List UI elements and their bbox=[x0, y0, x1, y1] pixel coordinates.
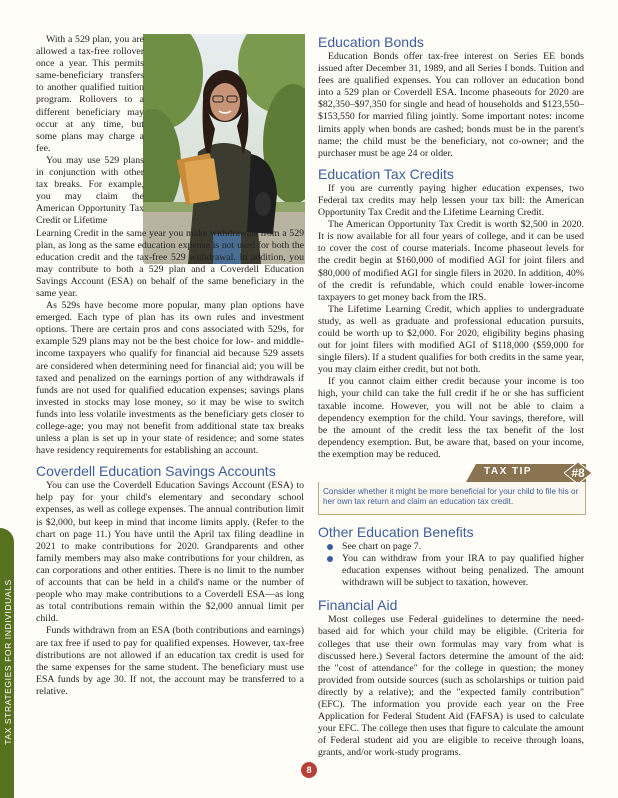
other-benefits-heading: Other Education Benefits bbox=[318, 524, 474, 540]
tax-credits-paragraph: The Lifetime Learning Credit, which applies to undergraduate study, as well as graduate and professional education pursuits, could be worth up to $2,000. For 2020, eligibility begins phasing out for joint filers with modified AGI of $118,000 ($59,000 for single filers). If a student qualifies for both credits in the same year, you may claim either credit, but not both. bbox=[318, 303, 584, 376]
coverdell-paragraph: Funds withdrawn from an ESA (both contributions and earnings) are tax free if used to pay for qualified expenses. However, tax-free distributions are not allowed if an education tax credit is used for the same expenses for the same student. The beneficiary must use ESA funds by age 30. If not, the account may be transferred to a relative. bbox=[36, 625, 304, 697]
intro-paragraph: Learning Credit in the same year you make withdrawals from a 529 plan, as long as the same education expense is not used for both the education credit and the tax-free 529 withdrawal. In addition, you may contribute to both a 529 plan and a Coverdell Education Savings Account (ESA) on behalf of the same beneficiary in the same year. bbox=[36, 227, 304, 299]
financial-aid-paragraph: Most colleges use Federal guidelines to determine the need-based aid for which your child may be eligible. (Criteria for colleges that use their own formulas may vary from what is discussed here.) Several factors determine the amount of the aid: the "cost of attendance" for the college in question; the money provided from outside sources (such as scholarships or tuition paid directly by a relative); and the "expected family contribution" (EFC). The information you provide each year on the Free Application for Federal Student Aid (FAFSA) is used to calculate your EFC. The college then uses that figure to calculate the amount of Federal student aid you are eligible to receive through loans, grants, and/or work-study programs. bbox=[318, 614, 584, 759]
tax-tip-box bbox=[318, 462, 586, 515]
tax-credits-paragraph: If you cannot claim either credit because your income is too high, your child can take the full credit if he or she has sufficient taxable income. However, you will not be able to claim a dependency exemption for the child. Your savings, therefore, will be the amount of the credit less the tax benefit of the lost dependency exemption. But, be aware that, based on your income, the exemption may be reduced. bbox=[318, 376, 584, 460]
right-column bbox=[318, 34, 584, 461]
tax-tip-number: #8 bbox=[571, 466, 585, 480]
coverdell-paragraph: You can use the Coverdell Education Savings Account (ESA) to help pay for your child's elementary and secondary school expenses, as well as college expenses. The annual contribution limit is $2,000, but keep in mind that income limits apply. (Refer to the chart on page 11.) You have until the April tax filing deadline in 2021 to make contributions for 2020. Grandparents and other family members may also make contributions for your children, as can corporations and other entities. There is no limit to the number of accounts that can be held in a child's name or the number of people who may make contributions to a Coverdell ESA—as long as total contributions remain within the $2,000 annual limit per child. bbox=[36, 480, 304, 625]
tax-credits-paragraph: If you are currently paying higher education expenses, two Federal tax credits may help lessen your tax bill: the American Opportunity Tax Credit and the Lifetime Learning Credit. bbox=[318, 182, 584, 219]
coverdell-heading: Coverdell Education Savings Accounts bbox=[36, 463, 276, 480]
list-item: You can withdraw from your IRA to pay qualified higher education expenses without being penalized. The amount withdrawn will be subject to taxation, however. bbox=[342, 553, 584, 589]
intro-narrow bbox=[36, 34, 304, 228]
education-bonds-paragraph: Education Bonds offer tax-free interest on Series EE bonds issued after December 31, 1989, and all Series I bonds. Tuition and fees are qualified expenses. You can rollover an education bond into a 529 plan or Coverdell ESA. Income phaseouts for 2020 are $82,350–$97,350 for single and head of households and $123,550–$153,550 for married filing jointly. Some important notes: income limits apply when bonds are cashed; bonds must be in the parent's name; the child must be the beneficiary, not co-owner; and the purchaser must be age 24 or older. bbox=[318, 51, 584, 159]
intro-paragraph: With a 529 plan, you are allowed a tax-free rollover once a year. This permits same-beneficiary transfers to another qualified tuition program. Rollovers to a different beneficiary may occur at any time, but some plans may charge a fee. bbox=[36, 34, 144, 154]
page-number-badge: 8 bbox=[301, 762, 317, 778]
right-column-lower bbox=[318, 524, 584, 760]
education-bonds-heading: Education Bonds bbox=[318, 34, 424, 50]
list-item: See chart on page 7. bbox=[342, 541, 584, 553]
tax-tip-label: TAX TIP bbox=[484, 466, 533, 477]
intro-paragraph: As 529s have become more popular, many plan options have emerged. Each type of plan has its own rules and investment options. There are certain pros and cons associated with 529s, for example 529 plans may not be the best choice for low- and middle-income taxpayers who qualify for financial aid because 529 assets are considered when determining need for financial aid; you will be taxed and penalized on the earnings portion of any withdrawals if funds are not used for qualified education expenses; savings plans invested in stocks may lose money, so it may be wise to switch funds into less volatile investments as the beneficiary gets closer to college-age; you may not benefit from additional state tax breaks unless a plan is set up in your state of residence; and some states have residency requirements for establishing an account. bbox=[36, 300, 304, 457]
tax-credits-heading: Education Tax Credits bbox=[318, 165, 454, 182]
sidebar-label: TAX STRATEGIES FOR INDIVIDUALS bbox=[3, 579, 13, 745]
left-column bbox=[36, 34, 304, 698]
other-benefits-list bbox=[318, 541, 584, 589]
intro-paragraph: You may use 529 plans in conjunction with other tax breaks. For example, you may claim the American Opportunity Tax Credit or Lifetime bbox=[36, 154, 144, 227]
tax-credits-paragraph: The American Opportunity Tax Credit is worth $2,500 in 2020. It is now available for all four years of college, and it can be used to cover the cost of course materials. Income phaseout levels for the credit begin at $160,000 of modified AGI for joint filers and $80,000 of modified AGI for single filers in 2020. In addition, 40% of the credit is refundable, which could enable lower-income taxpayers to get money back from the IRS. bbox=[318, 219, 584, 303]
tax-tip-body bbox=[318, 482, 586, 515]
tax-tip-text: Consider whether it might be more beneficial for your child to file his or her own tax return and claim an education tax credit. bbox=[323, 487, 579, 506]
financial-aid-heading: Financial Aid bbox=[318, 597, 398, 614]
